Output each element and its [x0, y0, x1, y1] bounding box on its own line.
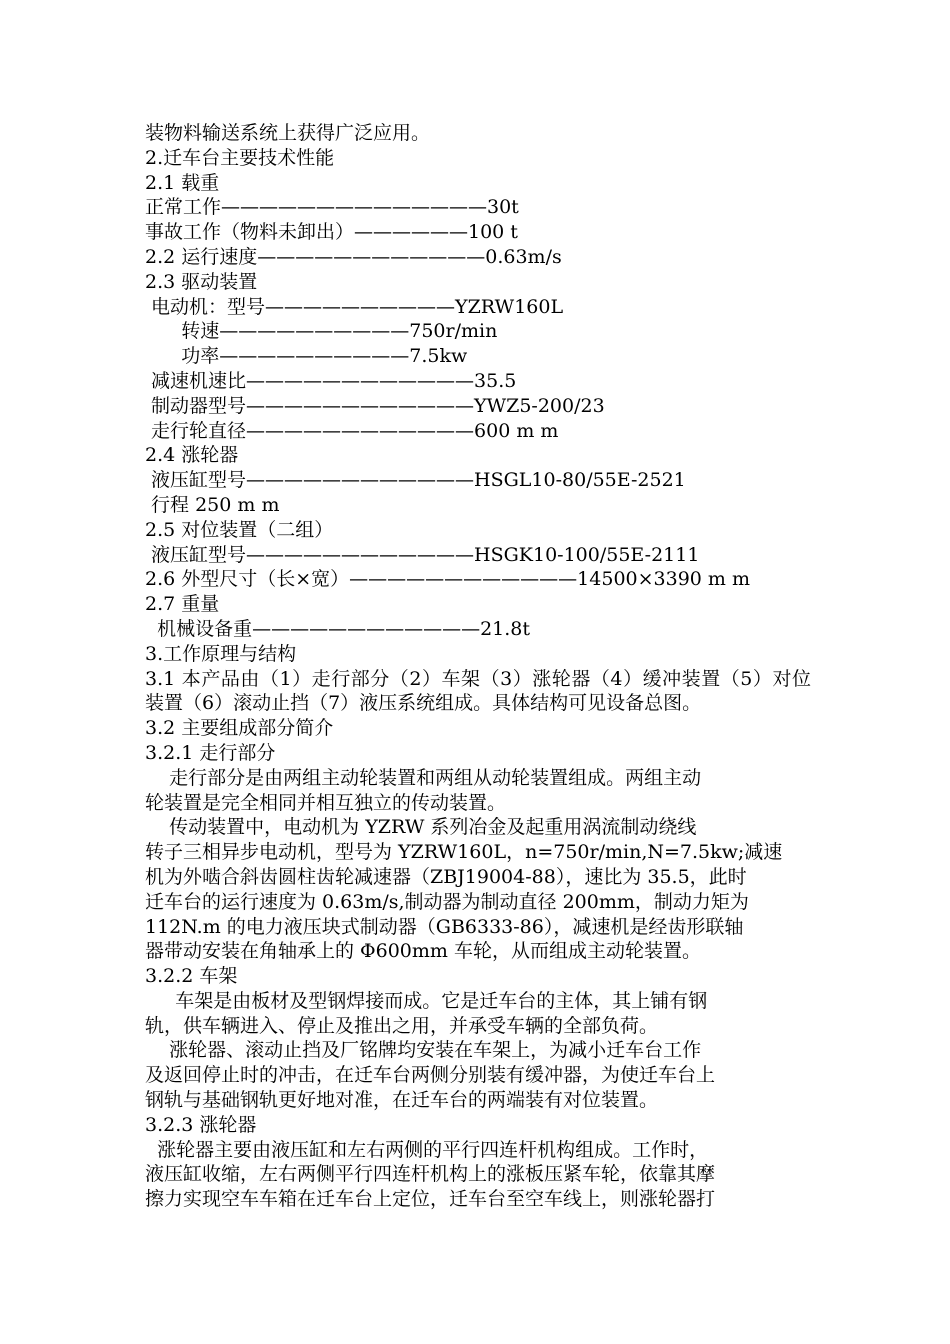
subsection-heading-3-2-1: 3.2.1 走行部分: [145, 741, 276, 764]
subsection-heading-2-3: 2.3 驱动装置: [145, 270, 258, 293]
subsection-heading-2-7: 2.7 重量: [145, 593, 220, 616]
paragraph-line: 钢轨与基础钢轨更好地对准，在迁车台的两端装有对位装置。: [145, 1089, 659, 1112]
spec-line-dimensions: 2.6 外型尺寸（长×宽）————————————14500×3390 m m: [145, 568, 751, 591]
paragraph-line: 3.1 本产品由（1）走行部分（2）车架（3）涨轮器（4）缓冲装置（5）对位: [145, 667, 811, 690]
spec-line-motor-rpm: 转速——————————750r/min: [145, 320, 498, 343]
subsection-heading-2-4: 2.4 涨轮器: [145, 444, 239, 467]
paragraph-line: 及返回停止时的冲击，在迁车台两侧分别装有缓冲器，为使迁车台上: [145, 1064, 716, 1087]
subsection-heading-2-1: 2.1 载重: [145, 171, 220, 194]
paragraph-line: 涨轮器、滚动止挡及厂铭牌均安装在车架上，为减小迁车台工作: [145, 1039, 702, 1062]
subsection-heading-3-2-3: 3.2.3 涨轮器: [145, 1113, 257, 1136]
paragraph-line: 机为外啮合斜齿圆柱齿轮减速器（ZBJ19004-88），速比为 35.5，此时: [145, 865, 747, 888]
spec-line-speed: 2.2 运行速度————————————0.63m/s: [145, 245, 562, 268]
subsection-heading-3-2: 3.2 主要组成部分简介: [145, 717, 334, 740]
spec-line-weight: 机械设备重————————————21.8t: [145, 617, 531, 640]
paragraph-line: 走行部分是由两组主动轮装置和两组从动轮装置组成。两组主动: [145, 766, 702, 789]
paragraph-line: 轮装置是完全相同并相互独立的传动装置。: [145, 791, 507, 814]
spec-line-wheel-diameter: 走行轮直径————————————600 m m: [145, 419, 559, 442]
spec-line-brake-model: 制动器型号————————————YWZ5-200/23: [145, 394, 605, 417]
paragraph-line: 轨，供车辆进入、停止及推出之用，并承受车辆的全部负荷。: [145, 1014, 659, 1037]
spec-line-reducer-ratio: 减速机速比————————————35.5: [145, 369, 517, 392]
paragraph-line: 迁车台的运行速度为 0.63m/s,制动器为制动直径 200mm，制动力矩为: [145, 890, 749, 913]
text-line-1: 装物料输送系统上获得广泛应用。: [145, 122, 431, 144]
spec-line-accident-load: 事故工作（物料未卸出）——————100 t: [145, 221, 518, 244]
spec-line-motor-power: 功率——————————7.5kw: [145, 345, 468, 368]
paragraph-line: 液压缸收缩，左右两侧平行四连杆机构上的涨板压紧车轮，依靠其摩: [145, 1163, 716, 1186]
spec-line-positioning-cylinder: 液压缸型号————————————HSGK10-100/55E-2111: [145, 543, 700, 566]
paragraph-line: 装置（6）滚动止挡（7）液压系统组成。具体结构可见设备总图。: [145, 692, 702, 715]
paragraph-line: 擦力实现空车车箱在迁车台上定位，迁车台至空车线上，则涨轮器打: [145, 1188, 716, 1211]
spec-line-normal-load: 正常工作——————————————30t: [145, 196, 519, 219]
section-heading-3: 3.工作原理与结构: [145, 642, 297, 665]
paragraph-line: 转子三相异步电动机，型号为 YZRW160L，n=750r/min,N=7.5kw;减速: [145, 841, 783, 864]
spec-line-stroke: 行程 250 m m: [145, 493, 280, 516]
section-heading-2: 2.迁车台主要技术性能: [145, 146, 335, 169]
paragraph-line: 车架是由板材及型钢焊接而成。它是迁车台的主体，其上铺有钢: [145, 989, 708, 1012]
paragraph-line: 涨轮器主要由液压缸和左右两侧的平行四连杆机构组成。工作时，: [145, 1138, 709, 1161]
paragraph-line: 112N.m 的电力液压块式制动器（GB6333-86），减速机是经齿形联轴: [145, 915, 744, 938]
subsection-heading-3-2-2: 3.2.2 车架: [145, 965, 238, 988]
spec-line-motor-model: 电动机：型号——————————YZRW160L: [145, 295, 564, 318]
paragraph-line: 器带动安装在角轴承上的 Φ600mm 车轮，从而组成主动轮装置。: [145, 940, 701, 963]
spec-line-cylinder-model: 液压缸型号————————————HSGL10-80/55E-2521: [145, 469, 686, 492]
paragraph-line: 传动装置中，电动机为 YZRW 系列冶金及起重用涡流制动绕线: [145, 816, 697, 839]
document-page: [145, 121, 811, 1212]
subsection-heading-2-5: 2.5 对位装置（二组）: [145, 518, 334, 541]
